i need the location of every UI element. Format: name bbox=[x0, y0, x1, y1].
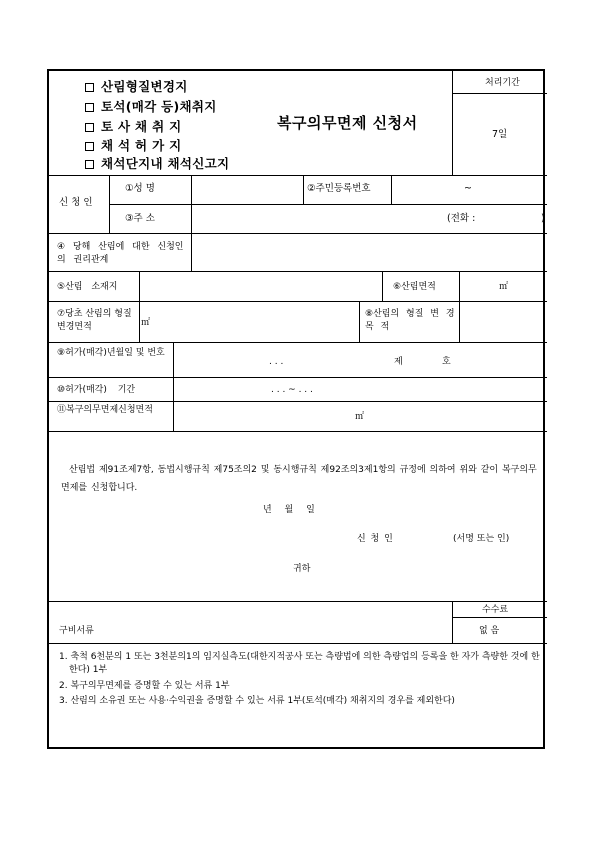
document-item-3: 3. 산림의 소유권 또는 사용·수익권을 증명할 수 있는 서류 1부(토석(매각) 채취지의 경우를 제외한다) bbox=[59, 696, 455, 706]
fee-value: 없 음 bbox=[479, 626, 500, 636]
divider bbox=[49, 377, 547, 378]
checkbox-item-quarry-permit[interactable]: 채 석 허 가 지 bbox=[85, 140, 181, 152]
period-divider bbox=[452, 93, 547, 94]
form-title: 복구의무면제 신청서 bbox=[277, 114, 418, 132]
document-item-1: 1. 축척 6천분의 1 또는 3천분의1의 임지실측도(대한지적공사 또는 측량법에 의한 측량업의 등록을 한 자가 측량한 것에 한한다) 1부 bbox=[59, 652, 540, 675]
change-purpose-label: ⑧산림의 형질 변 경 목 적 bbox=[365, 309, 455, 332]
divider bbox=[382, 271, 383, 301]
divider bbox=[452, 601, 453, 643]
divider bbox=[49, 643, 547, 644]
divider bbox=[49, 431, 547, 432]
checkbox-icon bbox=[85, 160, 94, 169]
permit-number-prefix: 제 bbox=[394, 357, 403, 367]
permit-number-suffix: 호 bbox=[442, 357, 451, 367]
exempt-area-unit[interactable]: ㎡ bbox=[355, 412, 365, 422]
name-field[interactable] bbox=[194, 183, 302, 197]
divider bbox=[459, 301, 460, 342]
id-number-label: ②주민등록번호 bbox=[307, 183, 371, 194]
divider bbox=[391, 175, 392, 204]
exempt-area-label: ⑪복구의무면제신청면적 bbox=[57, 405, 153, 415]
divider bbox=[49, 175, 547, 176]
processing-period-value: 7일 bbox=[492, 129, 508, 140]
address-field[interactable] bbox=[194, 211, 444, 225]
checkbox-icon bbox=[85, 142, 94, 151]
permit-period-field[interactable]: . . . ~ . . . bbox=[271, 385, 313, 395]
phone-close: ) bbox=[541, 213, 545, 224]
location-field[interactable] bbox=[143, 277, 379, 295]
checkbox-item-earth-stone[interactable]: 토석(매각 등)채취지 bbox=[85, 101, 217, 113]
location-label: ⑤산림 소재지 bbox=[57, 282, 118, 292]
application-form bbox=[47, 69, 545, 749]
divider bbox=[139, 271, 140, 301]
divider bbox=[49, 342, 547, 343]
checkbox-icon bbox=[85, 103, 94, 112]
original-area-unit[interactable]: ㎡ bbox=[141, 318, 151, 328]
divider bbox=[359, 301, 360, 342]
id-number-field[interactable]: ~ bbox=[464, 183, 472, 194]
checkbox-item-forest-change[interactable]: 산림형질변경지 bbox=[85, 81, 188, 93]
area-label: ⑥산림면적 bbox=[393, 282, 436, 292]
address-label: ③주 소 bbox=[125, 213, 155, 224]
checkbox-icon bbox=[85, 123, 94, 132]
divider bbox=[49, 601, 547, 602]
processing-period-label: 처리기간 bbox=[485, 78, 520, 88]
checkbox-item-soil[interactable]: 토 사 채 취 지 bbox=[85, 121, 181, 133]
applicant-section-label: 신 청 인 bbox=[59, 197, 93, 208]
relationship-label: ④ 당해 산림에 대한 신청인의 권리관계 bbox=[57, 242, 184, 265]
documents-label: 구비서류 bbox=[59, 626, 94, 636]
checkbox-clip bbox=[79, 157, 451, 174]
area-unit[interactable]: ㎡ bbox=[499, 282, 509, 292]
name-label: ①성 명 bbox=[125, 183, 155, 194]
fee-label: 수수료 bbox=[482, 605, 509, 615]
divider bbox=[49, 401, 547, 402]
signature-label[interactable]: (서명 또는 인) bbox=[453, 534, 510, 544]
addressee-label: 귀하 bbox=[293, 564, 311, 574]
checkbox-item-quarry-report[interactable]: 채석단지내 채석신고지 bbox=[85, 158, 229, 170]
phone-label: (전화 : bbox=[447, 213, 476, 224]
document-item-2: 2. 복구의무면제를 증명할 수 있는 서류 1부 bbox=[59, 681, 230, 691]
relationship-field[interactable] bbox=[195, 239, 540, 265]
divider bbox=[173, 377, 174, 401]
divider bbox=[452, 617, 547, 618]
divider bbox=[139, 301, 140, 342]
original-area-label: ⑦당초 산림의 형질변경면적 bbox=[57, 309, 132, 332]
date-line[interactable]: 년 월 일 bbox=[263, 505, 315, 515]
divider bbox=[49, 301, 547, 302]
statement-text: 산림법 제91조제7항, 동법시행규칙 제75조의2 및 동시행규칙 제92조의3제1항의 규정에 의하여 위와 같이 복구의무면제를 신청합니다. bbox=[61, 465, 537, 493]
divider bbox=[49, 233, 547, 234]
divider bbox=[191, 233, 192, 271]
divider bbox=[303, 175, 304, 204]
divider bbox=[109, 204, 547, 205]
permit-period-label: ⑩허가(매각) 기간 bbox=[57, 385, 136, 395]
divider bbox=[459, 271, 460, 301]
permit-date-field[interactable]: . . . bbox=[269, 357, 284, 367]
divider bbox=[173, 342, 174, 377]
divider bbox=[49, 271, 547, 272]
permit-date-label: ⑨허가(매각)년월일 및 번호 bbox=[57, 348, 165, 358]
change-purpose-field[interactable] bbox=[463, 307, 543, 337]
applicant-sign-label: 신 청 인 bbox=[357, 534, 393, 544]
checkbox-icon bbox=[85, 83, 94, 92]
header-divider bbox=[452, 71, 453, 175]
